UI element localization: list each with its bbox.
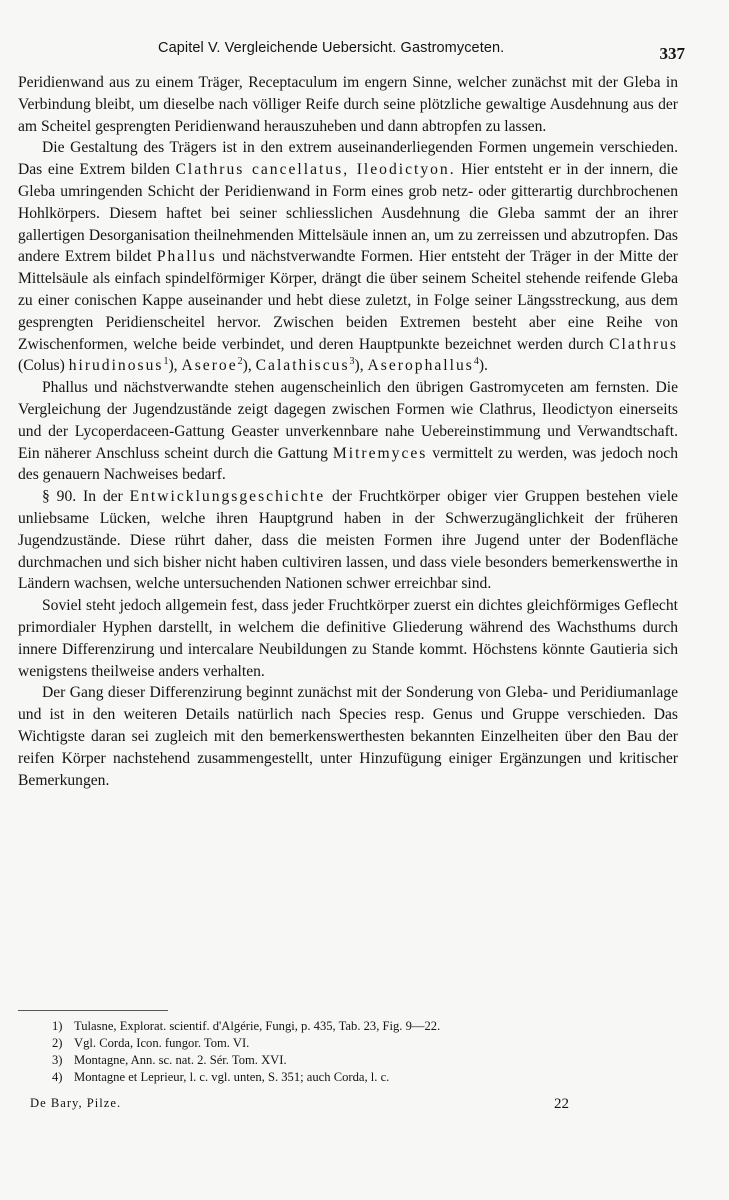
footnote-ref: 4	[473, 356, 479, 368]
paragraph-3	[18, 377, 678, 486]
genus-name: Clathrus	[609, 335, 678, 353]
species-name: Clathrus cancellatus, Ileodictyon.	[175, 161, 456, 179]
genus-name: Aserophallus	[367, 357, 474, 375]
footnote-text: Montagne et Leprieur, l. c. vgl. unten, S. 351; auch Corda, l. c.	[74, 1070, 390, 1084]
paragraph-2	[18, 137, 678, 377]
emphasis: Entwicklungsgeschichte	[129, 488, 326, 506]
text-run: § 90. In der	[42, 488, 130, 506]
text-run: ),	[354, 357, 368, 375]
text-run: und nächstverwandte Formen. Hier entsteht der Träger in der Mitte der Mittelsäule als einfach spindelförmiger Körper, drängt die über seinem Scheitel stehende reifende Gleba zu einer conischen Kappe auseinander und hebt diese zuletzt, in Folge seiner Längsstreckung, aus dem gesprengten Peridienscheitel hervor. Zwischen beiden Extremen besteht aber eine Reihe von Zwischenformen, welche beide verbindet, und deren Hauptpunkte bezeichnet werden durch	[18, 248, 678, 353]
footnote-number: 1)	[52, 1019, 63, 1033]
footnote-text: Tulasne, Explorat. scientif. d'Algérie, Fungi, p. 435, Tab. 23, Fig. 9—22.	[74, 1019, 441, 1033]
footnote	[52, 1069, 672, 1086]
text-run: Hier entsteht er in der innern, die Gleba umringenden Schicht der Peridienwand in Form eines grob netz- oder gitterartig durchbrochenen Hohlkörpers. Diesem haftet bei seiner schliesslichen Ausdehnung die Gleba sammt der an ihrer gallertigen Desorganisation theilnehmenden Mittelsäule innen an, um zu zerreissen und abzutropfen. Das andere Extrem bildet	[18, 161, 678, 266]
page-number: 337	[659, 44, 685, 63]
paragraph-section-90	[18, 486, 678, 595]
footnote-number: 4)	[52, 1070, 63, 1084]
text-run: ).	[478, 357, 488, 375]
footnote-text: Montagne, Ann. sc. nat. 2. Sér. Tom. XVI.	[74, 1053, 287, 1067]
footnote-number: 2)	[52, 1036, 63, 1050]
genus-name: Mitremyces	[332, 444, 428, 462]
running-head	[60, 40, 685, 64]
footnote-number: 3)	[52, 1053, 63, 1067]
paragraph-5: Soviel steht jedoch allgemein fest, dass jeder Fruchtkörper zuerst ein dichtes gleichförmiges Geflecht primordialer Hyphen darstellt, in welchem die definitive Gliederung während des Wachsthums durch innere Differenzirung und intercalare Neubildungen zu Stande kommt. Höchstens könnte Gautieria sich wenigstens theilweise anders verhalten.	[18, 597, 678, 680]
footnotes	[52, 1018, 672, 1086]
footnote-ref: 2	[237, 356, 243, 368]
text-run: Die Gestaltung des Trägers ist in den extrem auseinanderliegenden Formen ungemein verschieden. Das eine Extrem bilden	[18, 139, 678, 179]
genus-name: Phallus	[156, 248, 217, 266]
text-run: (Colus)	[18, 357, 69, 375]
footnote-rule	[18, 1010, 168, 1011]
chapter-title: Capitel V. Vergleichende Uebersicht. Gastromyceten.	[158, 40, 505, 56]
footnote-text: Vgl. Corda, Icon. fungor. Tom. VI.	[74, 1036, 250, 1050]
text-run: Phallus und nächstverwandte stehen augenscheinlich den übrigen Gastromyceten am fernsten. Die Vergleichung der Jugendzustände zeigt dagegen zwischen Formen wie Clathrus, Ileodictyon einerseits und der Lycoperdaceen-Gattung Geaster unverkennbare nahe Uebereinstimmung und Verwandtschaft. Ein näherer Anschluss scheint durch die Gattung	[18, 379, 678, 462]
text-run: der Fruchtkörper obiger vier Gruppen bestehen viele unliebsame Lücken, welche ihren Hauptgrund haben in der Schwerzugänglichkeit der früheren Jugendzustände. Diese rührt daher, dass die meisten Formen ihre Jugend unter der Bodenfläche durchmachen und sich bisher nicht haben cultiviren lassen, und dass viele besonders bemerkenswerthe in Ländern wachsen, welche untersuchenden Nationen schwer erreichbar sind.	[18, 488, 678, 593]
footnote	[52, 1035, 672, 1052]
species-name: hirudinosus	[68, 357, 164, 375]
footnote	[52, 1018, 672, 1035]
sheet-number: 22	[554, 1096, 569, 1112]
genus-name: Aseroe	[181, 357, 238, 375]
paragraph-6: Der Gang dieser Differenzirung beginnt zunächst mit der Sonderung von Gleba- und Peridiumanlage und ist in den weiteren Details natürlich nach Species resp. Genus und Gruppe verschieden. Das Wichtigste daran sei zugleich mit den bemerkenswerthesten bekannten Einzelheiten über den Bau der reifen Körper nachstehend zusammengestellt, unter Hinzufügung einiger Ergänzungen und kritischer Bemerkungen.	[18, 684, 678, 789]
footnote-ref: 1	[163, 356, 169, 368]
footnote-ref: 3	[349, 356, 355, 368]
footnote	[52, 1052, 672, 1069]
paragraph-1: Peridienwand aus zu einem Träger, Receptaculum im engern Sinne, welcher zunächst mit der Gleba in Verbindung bleibt, um dieselbe nach völliger Reife durch seine plötzliche gewaltige Ausdehnung aus der am Scheitel gesprengten Peridienwand herauszuheben und dann abtropfen zu lassen.	[18, 74, 678, 135]
body-text	[18, 72, 678, 791]
text-run: vermittelt zu werden, was jedoch noch des genauern Nachweises bedarf.	[18, 444, 678, 484]
text-run: ),	[168, 357, 182, 375]
genus-name: Calathiscus	[255, 357, 350, 375]
text-run: ),	[242, 357, 256, 375]
book-signature: De Bary, Pilze.	[30, 1096, 122, 1110]
